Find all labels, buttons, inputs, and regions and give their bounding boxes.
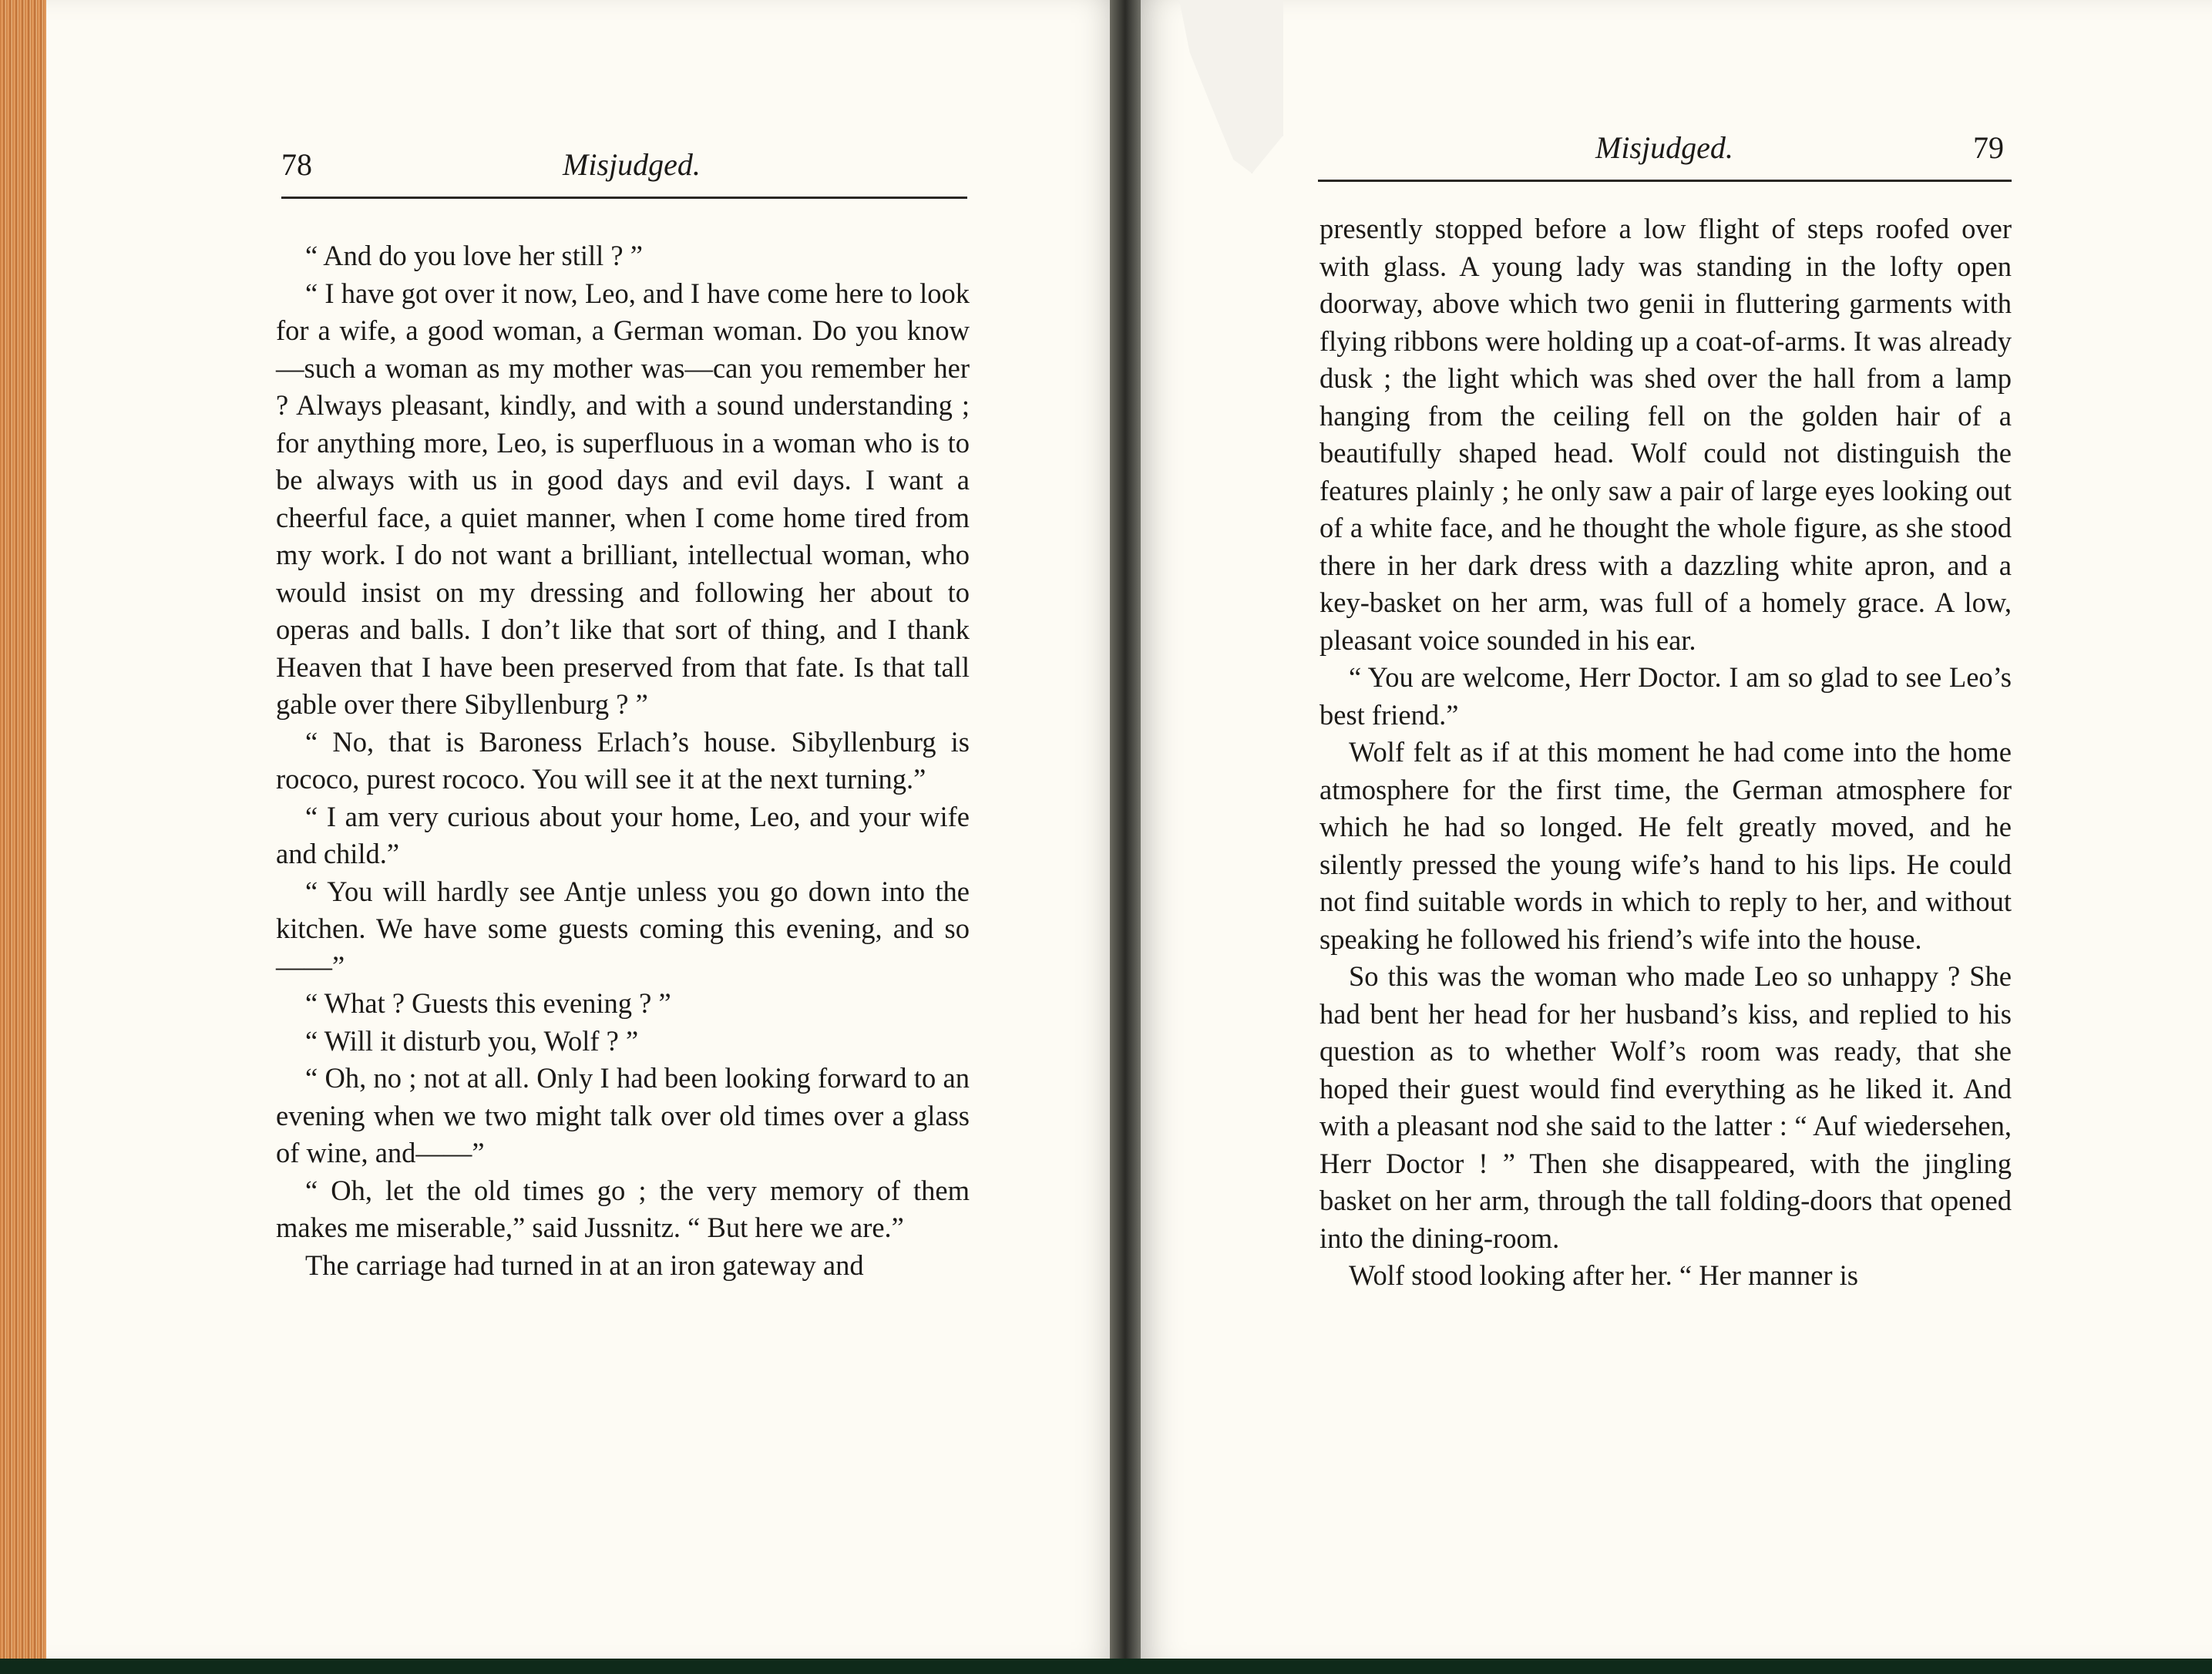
- right-page-header: [1318, 129, 2012, 182]
- paragraph: “ Oh, let the old times go ; the very memory of them makes me miserable,” said Jussnitz. “ But here we are.”: [276, 1174, 970, 1243]
- paragraph: “ You are welcome, Herr Doctor. I am so glad to see Leo’s best friend.”: [1319, 661, 2012, 731]
- paragraph: “ I have got over it now, Leo, and I have come here to look for a wife, a good woman, a German woman. Do you know—such a woman as my mother was—can you remember her ? Always pleasant, kindly, and with a sound understanding ; for anything more, Leo, is superfluous in a woman who is to be always with us in good days and evil days. I want a cheerful face, a quiet manner, when I come home tired from my work. I do not want a brilliant, intellectual woman, who would insist on my dressing and following her about to operas and balls. I don’t like that sort of thing, and I thank Heaven that I have been preserved from that fate. Is that tall gable over there Sibyllenburg ? ”: [276, 277, 970, 720]
- right-running-title: Misjudged.: [1595, 130, 1733, 165]
- paragraph: “ And do you love her still ? ”: [305, 240, 643, 271]
- bottom-edge: [0, 1659, 2212, 1674]
- book-gutter: [1110, 0, 1141, 1674]
- paragraph: “ I am very curious about your home, Leo, and your wife and child.”: [276, 800, 970, 869]
- paragraph: “ No, that is Baroness Erlach’s house. Sibyllenburg is rococo, purest rococo. You will see it at the next turning.”: [276, 725, 970, 795]
- left-page-header: [281, 146, 967, 199]
- paragraph: presently stopped before a low flight of steps roofed over with glass. A young lady was standing in the lofty open doorway, above which two genii in fluttering garments with flying ribbons were holding up a coat-of-arms. It was already dusk ; the light which was shed over the hall from a lamp hanging from the ceiling fell on the golden hair of a beautifully shaped head. Wolf could not distinguish the features plainly ; he only saw a pair of large eyes looking out of a white face, and he thought the whole figure, as she stood there in her dark dress with a dazzling white apron, and a key-basket on her arm, was full of a homely grace. A low, pleasant voice sounded in his ear.: [1319, 213, 2012, 656]
- right-page-number: 79: [1973, 130, 2004, 165]
- paragraph: Wolf felt as if at this moment he had come into the home atmosphere for the first time, the German atmosphere for which he had so longed. He felt greatly moved, and he silently pressed the young wife’s hand to his lips. He could not find suitable words in which to reply to her, and without speaking he followed his friend’s wife into the house.: [1319, 736, 2012, 955]
- paragraph: “ You will hardly see Antje unless you go down into the kitchen. We have some guests coming this evening, and so——”: [276, 875, 970, 982]
- paragraph: So this was the woman who made Leo so unhappy ? She had bent her head for her husband’s kiss, and replied to his question as to whether Wolf’s room was ready, that she hoped their guest would find everything as he liked it. And with a pleasant nod she said to the latter : “ Auf wiedersehen, Herr Doctor ! ” Then she disappeared, with the jingling basket on her arm, through the tall folding-doors that opened into the dining-room.: [1319, 960, 2012, 1254]
- paragraph: “ What ? Guests this evening ? ”: [305, 987, 671, 1019]
- paragraph: “ Will it disturb you, Wolf ? ”: [305, 1024, 639, 1057]
- left-page-number: 78: [281, 147, 312, 182]
- right-page-body: [1319, 210, 2012, 1295]
- left-page-body: [276, 237, 970, 1284]
- paragraph: “ Oh, no ; not at all. Only I had been looking forward to an evening when we two might talk over old times over a glass of wine, and——”: [276, 1062, 970, 1168]
- paragraph: The carriage had turned in at an iron gateway and: [305, 1249, 864, 1281]
- paragraph: Wolf stood looking after her. “ Her manner is: [1349, 1259, 1858, 1291]
- left-running-title: Misjudged.: [563, 147, 701, 182]
